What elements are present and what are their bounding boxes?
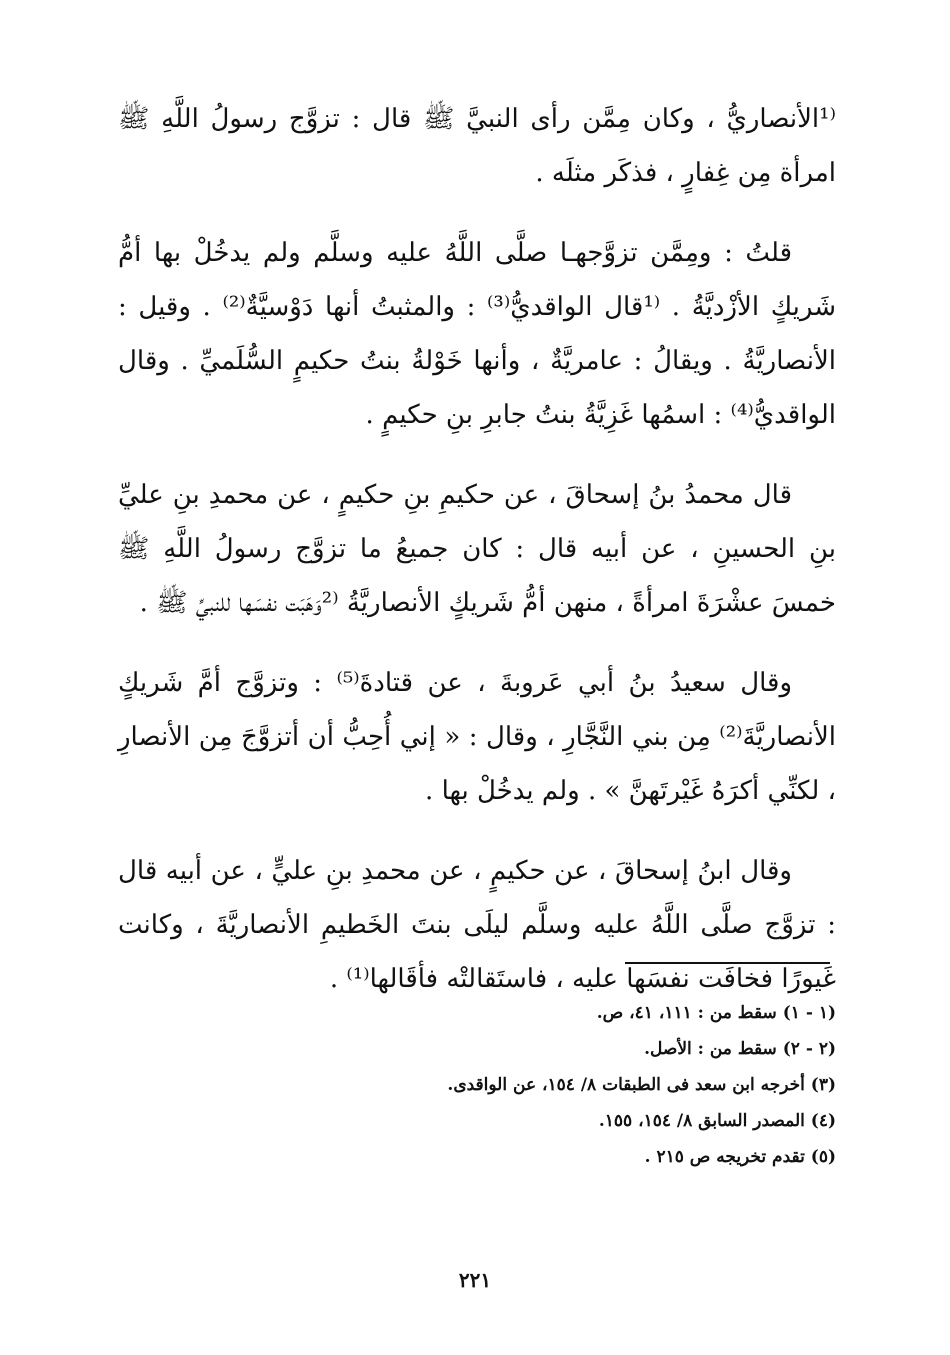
footnote-5: (٥) تقدم تخريجه ص ٢١٥ . [644,1147,836,1167]
paragraph-5: وقال ابنُ إسحاقَ ، عن حكيمٍ ، عن محمدِ بنِ عليٍّ ، عن أبيه قال : تزوَّج صلَّى اللَّهُ عليه وسلَّم ليلَى بنتَ الخَطيمِ الأنصاريَّةَ ، وكانت غَيورًا فخافَت نفسَها عليه ، فاستَقالتْه فأقَالها⁽¹⁾ . [118,856,836,994]
footnote-4: (٤) المصدر السابق ٨/ ١٥٤، ١٥٥. [598,1111,836,1131]
footnote-2: (٢ - ٢) سقط من : الأصل. [644,1039,836,1059]
footnote-separator [625,962,830,964]
paragraph-3: قال محمدُ بنُ إسحاقَ ، عن حكيمِ بنِ حكيمٍ ، عن محمدِ بنِ عليِّ بنِ الحسينِ ، عن أبيه قال : كان جميعُ ما تزوَّج رسولُ اللَّهِ ﷺ خمسَ عشْرَةَ امرأةً ، منهن أمُّ شَريكٍ الأنصاريَّةُ ⁽²وَهَبَت نفسَها للنبيِّ ﷺ . [118,480,836,618]
footnote-3: (٣) أخرجه ابن سعد فى الطبقات ٨/ ١٥٤، عن الواقدى. [447,1075,836,1095]
footnotes [300,995,836,1175]
footnote-1: (١ - ١) سقط من : ١١١، ٤١، ص. [596,1003,836,1023]
page-number: ٢٢١ [458,1268,492,1292]
paragraph-4: وقال سعيدُ بنُ أبي عَروبةَ ، عن قتادةَ⁽⁵⁾ : وتزوَّج أمَّ شَريكٍ الأنصاريَّةَ⁽²⁾ مِن بني النَّجَّارِ ، وقال : « إني أُحِبُّ أن أتزوَّجَ مِن الأنصارِ ، لكنِّي أكرَهُ غَيْرتَهنَّ » . ولم يدخُلْ بها . [118,668,836,806]
paragraph-2: قلتُ : ومِمَّن تزوَّجهـا صلَّى اللَّهُ عليه وسلَّم ولم يدخُلْ بها أمُّ شَريكٍ الأزْديَّةُ . ⁽¹قال الواقديُّ⁽³⁾ : والمثبتُ أنها دَوْسيَّةٌ⁽²⁾ . وقيل : الأنصاريَّةُ . ويقالُ : عامريَّةٌ ، وأنها خَوْلةُ بنتُ حكيمٍ السُّلَميِّ . وقال الواقديُّ⁽⁴⁾ : اسمُها غَزِيَّةُ بنتُ جابرِ بنِ حكيمٍ . [118,238,836,430]
main-text [118,92,836,1032]
paragraph-1: ⁽¹الأنصاريُّ ، وكان مِمَّن رأى النبيَّ ﷺ قال : تزوَّج رسولُ اللَّهِ ﷺ امرأة مِن غِفارٍ ، فذكَر مثلَه . [118,104,836,188]
